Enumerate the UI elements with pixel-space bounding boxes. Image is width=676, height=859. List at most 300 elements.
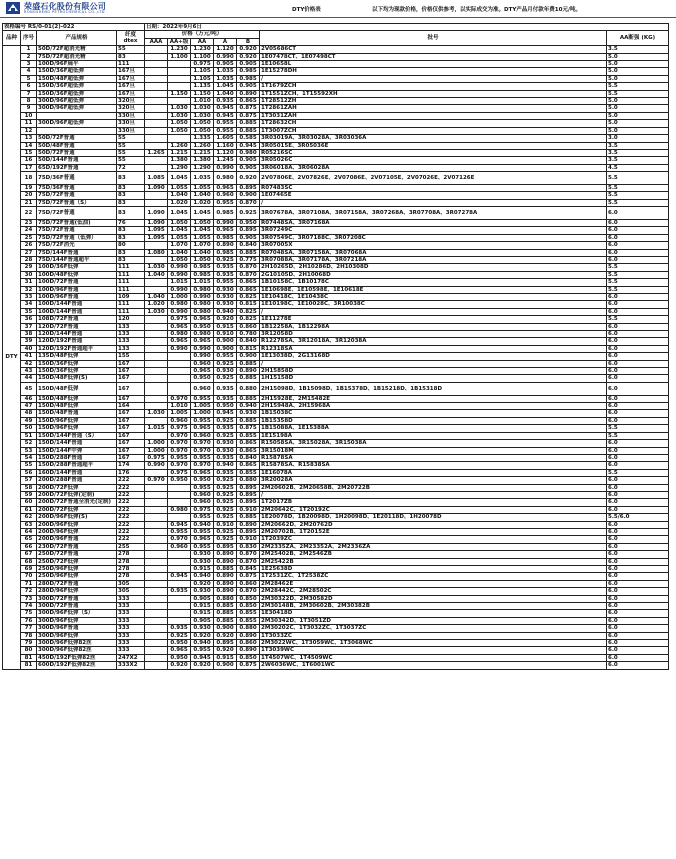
row-price-aa: 0.970 (191, 447, 214, 454)
row-price-aa: 0.950 (191, 323, 214, 330)
row-dtex: 133 (117, 331, 145, 338)
row-tension: 5.0 (607, 68, 669, 75)
row-price-b: 0.920 (237, 53, 260, 60)
row-price-b: 0.880 (237, 382, 260, 395)
row-price-b: 0.890 (237, 647, 260, 654)
row-spec: 150D/288F普通超平 (37, 462, 117, 469)
row-price-aa: 1.040 (191, 192, 214, 199)
row-price-b: 0.905 (237, 234, 260, 241)
row-price-aa: 0.980 (191, 331, 214, 338)
row-price-b: 0.850 (237, 603, 260, 610)
row-tension: 6.0 (607, 610, 669, 617)
row-batch: / (260, 308, 607, 315)
table-row (3, 135, 669, 142)
row-price-aa-plus (168, 61, 191, 68)
row-price-b: 0.885 (237, 249, 260, 256)
row-batch: 1T28632CH (260, 120, 607, 127)
row-price-b: 0.885 (237, 360, 260, 367)
row-price-aa: 0.980 (191, 286, 214, 293)
row-dtex: 167 (117, 382, 145, 395)
row-tension: 5.0 (607, 61, 669, 68)
row-dtex: 111 (117, 279, 145, 286)
row-tension: 6.0 (607, 573, 669, 580)
row-price-b: 0.780 (237, 331, 260, 338)
row-seq: 36 (21, 316, 37, 323)
row-price-b: 0.775 (237, 256, 260, 263)
row-price-aaa (145, 647, 168, 654)
row-seq: 52 (21, 440, 37, 447)
row-price-b: 0.865 (237, 462, 260, 469)
row-price-aaa (145, 75, 168, 82)
table-row (3, 395, 669, 402)
row-price-a: 0.925 (214, 506, 237, 513)
row-tension: 5.5 (607, 425, 669, 432)
row-dtex: 222 (117, 499, 145, 506)
row-price-aa-plus: 0.945 (168, 573, 191, 580)
row-price-b: 0.885 (237, 127, 260, 134)
row-price-a: 0.930 (214, 301, 237, 308)
row-spec: 150D/288F普通 (37, 454, 117, 461)
row-price-aa-plus: 1.050 (168, 127, 191, 134)
row-tension: 6.0 (607, 506, 669, 513)
table-row (3, 98, 669, 105)
row-price-a: 0.925 (214, 536, 237, 543)
row-seq: 44 (21, 375, 37, 382)
company-logo-icon (6, 2, 20, 14)
row-price-aaa (145, 83, 168, 90)
row-price-b: 0.825 (237, 308, 260, 315)
row-price-aa-plus (168, 375, 191, 382)
row-tension: 6.0 (607, 551, 669, 558)
row-dtex: 167 (117, 360, 145, 367)
row-batch: 1B15358D (260, 417, 607, 424)
row-price-b: 0.840 (237, 242, 260, 249)
row-price-aa-plus: 0.990 (168, 345, 191, 352)
row-price-b: 0.875 (237, 425, 260, 432)
document-title: DTY价格表 (292, 7, 321, 13)
row-price-aaa (145, 432, 168, 439)
row-price-aa: 0.970 (191, 440, 214, 447)
row-price-aa: 0.940 (191, 521, 214, 528)
row-tension: 6.0 (607, 207, 669, 220)
row-tension: 6.0 (607, 249, 669, 256)
row-batch: 1E20078D、1B20098D、1H20098D、1E20118D、1H20078D (260, 514, 607, 521)
table-row (3, 301, 669, 308)
row-tension: 5.0 (607, 127, 669, 134)
row-seq: 62 (21, 514, 37, 521)
table-row (3, 172, 669, 185)
row-price-aaa (145, 588, 168, 595)
row-spec: 50D/72F超消光精 (37, 46, 117, 53)
column-header-row (3, 31, 669, 38)
row-price-a: 0.890 (214, 242, 237, 249)
row-price-aaa (145, 120, 168, 127)
table-row (3, 90, 669, 97)
row-batch: 3R06018A、3R06028A (260, 164, 607, 171)
row-price-aaa (145, 640, 168, 647)
row-price-b: 0.900 (237, 353, 260, 360)
row-price-aa: 0.980 (191, 308, 214, 315)
row-price-aa: 0.945 (191, 654, 214, 661)
row-price-aa-plus (168, 514, 191, 521)
row-seq: 10 (21, 112, 37, 119)
table-row (3, 149, 669, 156)
row-dtex: 247X2 (117, 654, 145, 661)
row-price-aa-plus: 1.045 (168, 172, 191, 185)
row-seq: 66 (21, 543, 37, 550)
row-price-b: 0.905 (237, 61, 260, 68)
row-seq: 60 (21, 499, 37, 506)
row-batch: 3R15018M (260, 447, 607, 454)
row-dtex: 333 (117, 595, 145, 602)
row-tension: 5.5 (607, 271, 669, 278)
row-spec: 300D/96F普通 (37, 625, 117, 632)
row-price-aaa (145, 625, 168, 632)
table-row (3, 617, 669, 624)
row-tension: 6.0 (607, 566, 669, 573)
row-seq: 23 (21, 219, 37, 226)
row-dtex: 83 (117, 234, 145, 241)
row-price-aa-plus: 0.990 (168, 286, 191, 293)
col-dtex: 纤度 dtex (117, 31, 145, 46)
table-row (3, 323, 669, 330)
row-price-aa-plus: 0.970 (168, 440, 191, 447)
row-seq: 57 (21, 477, 37, 484)
row-price-a: 0.890 (214, 588, 237, 595)
row-seq: 14 (21, 142, 37, 149)
row-price-a: 0.935 (214, 382, 237, 395)
row-price-aa-plus (168, 98, 191, 105)
row-price-b: 0.895 (237, 491, 260, 498)
row-price-aa-plus: 1.050 (168, 219, 191, 226)
row-price-aa-plus: 0.975 (168, 316, 191, 323)
row-price-a: 1.040 (214, 90, 237, 97)
row-seq: 72 (21, 588, 37, 595)
row-price-a: 0.965 (214, 184, 237, 191)
row-price-a: 0.925 (214, 484, 237, 491)
row-batch: 2M28462E (260, 580, 607, 587)
row-price-b: 0.875 (237, 105, 260, 112)
row-price-a: 0.885 (214, 617, 237, 624)
row-price-a: 0.950 (214, 403, 237, 410)
row-price-aa: 0.965 (191, 469, 214, 476)
row-price-aa-plus: 1.380 (168, 157, 191, 164)
row-price-aa-plus (168, 353, 191, 360)
table-row (3, 558, 669, 565)
row-batch: 1T1551ZCH、1T15592XH (260, 90, 607, 97)
row-spec (37, 127, 117, 134)
row-spec (37, 112, 117, 119)
row-price-a: 0.900 (214, 662, 237, 669)
row-price-aa: 0.965 (191, 316, 214, 323)
row-price-a: 0.900 (214, 345, 237, 352)
row-batch: 2H15948A、2H15968A (260, 403, 607, 410)
row-price-aa: 1.020 (191, 199, 214, 206)
row-price-b: 0.930 (237, 410, 260, 417)
row-tension: 3.5 (607, 142, 669, 149)
row-spec: 280D/96F低弹 (37, 588, 117, 595)
row-seq: 34 (21, 301, 37, 308)
row-price-aaa (145, 338, 168, 345)
row-price-aaa: 1.090 (145, 219, 168, 226)
row-price-aa: 0.990 (191, 345, 214, 352)
row-dtex: 222 (117, 536, 145, 543)
row-price-b: 0.855 (237, 617, 260, 624)
row-tension: 5.5 (607, 172, 669, 185)
row-price-b: 0.815 (237, 345, 260, 352)
row-dtex: 155 (117, 353, 145, 360)
row-batch: 1E11278E (260, 316, 607, 323)
row-tension: 6.0 (607, 440, 669, 447)
row-price-a: 0.885 (214, 566, 237, 573)
row-price-b: 0.865 (237, 440, 260, 447)
row-batch: 1E10698E、1E10598E、1E10618E (260, 286, 607, 293)
row-price-aa-plus: 0.975 (168, 469, 191, 476)
row-price-aaa (145, 192, 168, 199)
row-dtex: 167旦 (117, 90, 145, 97)
row-tension: 6.0 (607, 662, 669, 669)
row-spec: 100D/48F低弹 (37, 271, 117, 278)
row-seq: 2 (21, 53, 37, 60)
row-price-aa-plus (168, 83, 191, 90)
company-name-en: RONGSHENG PETROCHEMICAL CO.,LTD (24, 10, 105, 14)
row-price-aa-plus: 0.975 (168, 425, 191, 432)
row-dtex: 278 (117, 551, 145, 558)
row-batch: 1T3039WC (260, 647, 607, 654)
row-batch: 3R07088A、3R07178A、3R07218A (260, 256, 607, 263)
row-dtex: 278 (117, 573, 145, 580)
row-spec: 100D/144F普通 (37, 301, 117, 308)
row-dtex: 83 (117, 207, 145, 220)
row-dtex: 167旦 (117, 75, 145, 82)
row-batch: R12318SA (260, 345, 607, 352)
row-price-a: 0.930 (214, 286, 237, 293)
row-price-aaa: 1.000 (145, 440, 168, 447)
table-row (3, 610, 669, 617)
row-seq: 13 (21, 135, 37, 142)
row-price-aa-plus: 0.920 (168, 662, 191, 669)
row-price-aa: 0.955 (191, 528, 214, 535)
row-price-a: 0.920 (214, 647, 237, 654)
row-price-aa-plus: 0.970 (168, 395, 191, 402)
row-price-a: 0.935 (214, 425, 237, 432)
row-price-aa: 0.920 (191, 632, 214, 639)
row-price-aaa (145, 382, 168, 395)
row-price-a: 0.890 (214, 580, 237, 587)
row-batch: R07483SC (260, 184, 607, 191)
row-spec: 150D/36F超低弹 (37, 68, 117, 75)
row-spec: 75D/72F超消光精 (37, 53, 117, 60)
row-price-aa-plus: 1.010 (168, 403, 191, 410)
row-dtex: 167 (117, 410, 145, 417)
row-batch: 1E07478CT、1E07498CT (260, 53, 607, 60)
table-row (3, 127, 669, 134)
row-spec: 200D/72F低弹(定制) (37, 491, 117, 498)
row-spec: 150D/48F低弹(S) (37, 375, 117, 382)
row-spec: 150D/144F普通 (37, 440, 117, 447)
row-price-a: 0.940 (214, 308, 237, 315)
row-batch: 2M20642C、1T20192C (260, 506, 607, 513)
row-spec: 120D/72F普通 (37, 323, 117, 330)
row-price-a: 0.920 (214, 316, 237, 323)
row-tension: 6.0 (607, 395, 669, 402)
table-row (3, 192, 669, 199)
table-row (3, 360, 669, 367)
row-batch: 2M25402B、2M2546ZB (260, 551, 607, 558)
row-price-aaa (145, 157, 168, 164)
row-price-aaa (145, 580, 168, 587)
row-batch: 3R07678A、3R07108A、3R07158A、3R07268A、3R07708A、3R07278A (260, 207, 607, 220)
row-price-a: 0.925 (214, 491, 237, 498)
row-price-aa-plus (168, 368, 191, 375)
row-price-aa-plus: 0.960 (168, 543, 191, 550)
row-price-b: 0.870 (237, 199, 260, 206)
row-spec: 300D/72F普通 (37, 595, 117, 602)
row-seq: 12 (21, 127, 37, 134)
row-price-aa: 1.105 (191, 75, 214, 82)
row-dtex: 305 (117, 588, 145, 595)
row-tension: 6.0 (607, 484, 669, 491)
row-price-aaa (145, 242, 168, 249)
table-row (3, 120, 669, 127)
row-price-b: 0.875 (237, 662, 260, 669)
row-price-aaa (145, 112, 168, 119)
row-spec: 150D/36F低弹 (37, 360, 117, 367)
row-price-a: 0.920 (214, 632, 237, 639)
row-spec: 100D/36F低弹 (37, 264, 117, 271)
row-spec: 300D/72F普通 (37, 603, 117, 610)
table-row (3, 454, 669, 461)
row-batch: 1T1679ZCH (260, 83, 607, 90)
row-seq: 21 (21, 199, 37, 206)
table-row (3, 294, 669, 301)
row-tension: 5.0 (607, 120, 669, 127)
row-price-a: 0.930 (214, 440, 237, 447)
row-spec: 250D/96F低弹 (37, 566, 117, 573)
row-price-aa-plus: 0.945 (168, 521, 191, 528)
row-price-a: 1.120 (214, 149, 237, 156)
row-price-b: 0.850 (237, 654, 260, 661)
row-price-aa: 1.100 (191, 53, 214, 60)
row-seq: 4 (21, 68, 37, 75)
row-seq: 7 (21, 90, 37, 97)
form-date: 日期：2022年9月6日 (145, 24, 669, 31)
row-batch: 1T28512ZH (260, 98, 607, 105)
row-price-a: 0.935 (214, 264, 237, 271)
table-row (3, 440, 669, 447)
row-spec: 75D/72F普通 (37, 207, 117, 220)
row-spec: 50D/72F普通 (37, 135, 117, 142)
row-dtex: 176 (117, 469, 145, 476)
row-price-aaa (145, 566, 168, 573)
col-batch: 批号 (260, 31, 607, 46)
row-dtex: 222 (117, 506, 145, 513)
row-dtex: 174 (117, 462, 145, 469)
row-price-aa: 0.975 (191, 506, 214, 513)
row-price-a: 1.160 (214, 142, 237, 149)
row-price-a: 0.990 (214, 53, 237, 60)
row-price-b: 0.865 (237, 286, 260, 293)
table-row (3, 654, 669, 661)
row-dtex: 222 (117, 528, 145, 535)
table-row (3, 403, 669, 410)
row-dtex: 55 (117, 157, 145, 164)
row-price-b: 0.880 (237, 625, 260, 632)
row-tension: 6.0 (607, 580, 669, 587)
row-dtex: 222 (117, 521, 145, 528)
row-price-aaa: 1.095 (145, 227, 168, 234)
row-tension: 3.0 (607, 135, 669, 142)
row-dtex: 330旦 (117, 120, 145, 127)
row-price-aa-plus: 1.230 (168, 46, 191, 53)
row-batch: R15878SA (260, 454, 607, 461)
row-price-b: 0.890 (237, 90, 260, 97)
row-spec: 75D/72F消光 (37, 242, 117, 249)
row-batch: 2M20602B、2M20658B、2M20722B (260, 484, 607, 491)
row-price-a: 0.890 (214, 551, 237, 558)
row-spec: 300D/96F低弹（S） (37, 610, 117, 617)
row-price-aa: 1.045 (191, 227, 214, 234)
row-price-aaa (145, 135, 168, 142)
row-batch: 3R07249C (260, 227, 607, 234)
row-price-a: 0.880 (214, 595, 237, 602)
row-price-aa: 0.920 (191, 662, 214, 669)
row-batch: 2W6036WC、1T6001WC (260, 662, 607, 669)
row-price-a: 0.980 (214, 172, 237, 185)
row-dtex: 133 (117, 338, 145, 345)
row-batch: 2M20662D、2M20762D (260, 521, 607, 528)
row-dtex: 111 (117, 61, 145, 68)
row-seq: 81 (21, 654, 37, 661)
col-tension: AA断强 (KG) (607, 31, 669, 46)
row-price-a: 0.890 (214, 558, 237, 565)
row-price-b: 0.885 (237, 120, 260, 127)
row-batch: 1E10198C、1E10028C、3R10038C (260, 301, 607, 308)
table-row (3, 219, 669, 226)
row-tension: 6.0 (607, 234, 669, 241)
row-batch: 1E10658L (260, 61, 607, 68)
row-price-aaa (145, 654, 168, 661)
row-tension: 6.0 (607, 454, 669, 461)
row-price-aa: 0.930 (191, 625, 214, 632)
row-seq: 19 (21, 184, 37, 191)
row-price-a: 0.900 (214, 338, 237, 345)
row-seq: 46 (21, 395, 37, 402)
row-tension: 6.0 (607, 353, 669, 360)
row-price-aaa: 1.040 (145, 294, 168, 301)
row-price-aa-plus: 0.950 (168, 654, 191, 661)
row-seq: 16 (21, 157, 37, 164)
row-tension: 5.5 (607, 286, 669, 293)
row-dtex: 320旦 (117, 105, 145, 112)
row-price-a: 1.605 (214, 135, 237, 142)
row-price-aaa (145, 360, 168, 367)
row-tension: 6.0 (607, 603, 669, 610)
row-tension: 3.5 (607, 157, 669, 164)
row-price-aa-plus (168, 580, 191, 587)
table-row (3, 184, 669, 191)
row-price-b: 0.840 (237, 338, 260, 345)
company-name: 荣盛石化股份有限公司 (24, 2, 106, 11)
row-tension: 6.0 (607, 323, 669, 330)
table-row (3, 112, 669, 119)
row-dtex: 120 (117, 316, 145, 323)
row-seq: 24 (21, 227, 37, 234)
row-batch: 1T2861ZAH (260, 105, 607, 112)
row-batch: 3R03019A、3R03028A、3R03036A (260, 135, 607, 142)
row-seq: 26 (21, 242, 37, 249)
row-seq: 27 (21, 249, 37, 256)
